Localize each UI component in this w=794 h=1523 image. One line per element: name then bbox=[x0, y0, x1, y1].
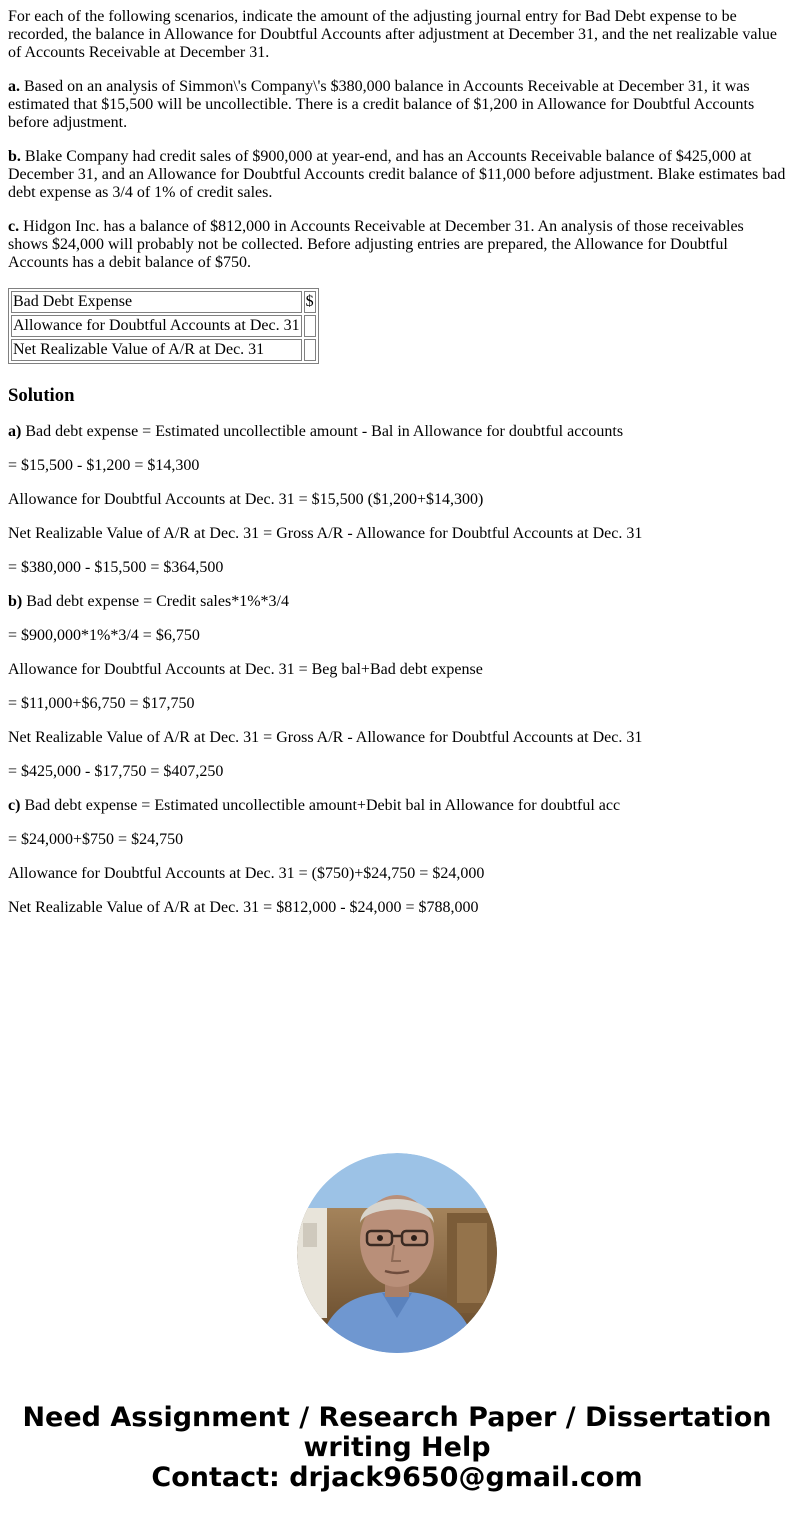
solution-b-line: = $425,000 - $17,750 = $407,250 bbox=[8, 763, 224, 780]
row-value-allowance bbox=[304, 315, 316, 337]
promo-line-2: writing Help bbox=[303, 1432, 491, 1463]
solution-b-line bbox=[8, 593, 786, 611]
solution-a-line bbox=[8, 423, 786, 441]
solution-a-label: a) bbox=[8, 423, 22, 440]
row-label-bad-debt-expense: Bad Debt Expense bbox=[11, 291, 302, 313]
scenario-b-text: Blake Company had credit sales of $900,000 at year-end, and has an Accounts Receivable balance of $425,000 at December 31, and an Allowance for Doubtful Accounts credit balance of $11,000 before adjustment. Blake estimates bad debt expense as 3/4 of 1% of credit sales. bbox=[8, 148, 786, 201]
solution-a-line: = $15,500 - $1,200 = $14,300 bbox=[8, 457, 200, 474]
solution-heading: Solution bbox=[8, 385, 75, 406]
scenario-c-label: c. bbox=[8, 218, 20, 235]
scenario-a-text: Based on an analysis of Simmon\'s Company\'s $380,000 balance in Accounts Receivable at December 31, it was estimated that $15,500 will be uncollectible. There is a credit balance of $1,200 in Allowance for Doubtful Accounts before adjustment. bbox=[8, 78, 755, 131]
promo-line-1: Need Assignment / Research Paper / Dissertation bbox=[22, 1402, 772, 1433]
scenario-c bbox=[8, 218, 786, 272]
promo-section bbox=[0, 1153, 794, 1493]
solution-b-text: Bad debt expense = Credit sales*1%*3/4 bbox=[22, 593, 289, 610]
row-label-allowance: Allowance for Doubtful Accounts at Dec. 31 bbox=[11, 315, 302, 337]
avatar bbox=[297, 1153, 497, 1353]
scenario-b bbox=[8, 148, 786, 202]
solution-a-text: Bad debt expense = Estimated uncollectible amount - Bal in Allowance for doubtful accounts bbox=[21, 423, 624, 440]
scenario-a bbox=[8, 78, 786, 132]
solution-c-line bbox=[8, 797, 786, 815]
row-label-net-realizable-value: Net Realizable Value of A/R at Dec. 31 bbox=[11, 339, 302, 361]
solution-c-text: Bad debt expense = Estimated uncollectible amount+Debit bal in Allowance for doubtful acc bbox=[20, 797, 621, 814]
solution-b-label: b) bbox=[8, 593, 23, 610]
solution-c-line: Net Realizable Value of A/R at Dec. 31 = $812,000 - $24,000 = $788,000 bbox=[8, 899, 479, 916]
portrait-photo bbox=[297, 1153, 497, 1353]
solution-c-label: c) bbox=[8, 797, 21, 814]
scenario-c-text: Hidgon Inc. has a balance of $812,000 in Accounts Receivable at December 31. An analysis of those receivables shows $24,000 will probably not be collected. Before adjusting entries are prepared, the Allowance for Doubtful Accounts has a debit balance of $750. bbox=[8, 218, 744, 271]
answer-table bbox=[8, 288, 319, 364]
row-value-bad-debt-expense: $ bbox=[304, 291, 316, 313]
solution-a-line: Allowance for Doubtful Accounts at Dec. 31 = $15,500 ($1,200+$14,300) bbox=[8, 491, 484, 508]
solution-b-line: = $11,000+$6,750 = $17,750 bbox=[8, 695, 195, 712]
document-body bbox=[8, 0, 786, 933]
table-row bbox=[11, 339, 316, 361]
solution-b-line: Allowance for Doubtful Accounts at Dec. 31 = Beg bal+Bad debt expense bbox=[8, 661, 483, 678]
scenario-a-label: a. bbox=[8, 78, 20, 95]
row-value-net-realizable-value bbox=[304, 339, 316, 361]
promo-contact: Contact: drjack9650@gmail.com bbox=[151, 1462, 643, 1493]
solution-a-line: = $380,000 - $15,500 = $364,500 bbox=[8, 559, 224, 576]
solution-b-line: = $900,000*1%*3/4 = $6,750 bbox=[8, 627, 200, 644]
table-row bbox=[11, 315, 316, 337]
solution-b-line: Net Realizable Value of A/R at Dec. 31 = Gross A/R - Allowance for Doubtful Accounts at Dec. 31 bbox=[8, 729, 643, 746]
scenario-b-label: b. bbox=[8, 148, 21, 165]
solution-c-line: = $24,000+$750 = $24,750 bbox=[8, 831, 184, 848]
solution-c-line: Allowance for Doubtful Accounts at Dec. 31 = ($750)+$24,750 = $24,000 bbox=[8, 865, 485, 882]
question-intro: For each of the following scenarios, indicate the amount of the adjusting journal entry for Bad Debt expense to be recorded, the balance in Allowance for Doubtful Accounts after adjustment at December 31, and the net realizable value of Accounts Receivable at December 31. bbox=[8, 8, 778, 61]
table-row bbox=[11, 291, 316, 313]
promo-text bbox=[0, 1403, 794, 1493]
solution-a-line: Net Realizable Value of A/R at Dec. 31 = Gross A/R - Allowance for Doubtful Accounts at Dec. 31 bbox=[8, 525, 643, 542]
